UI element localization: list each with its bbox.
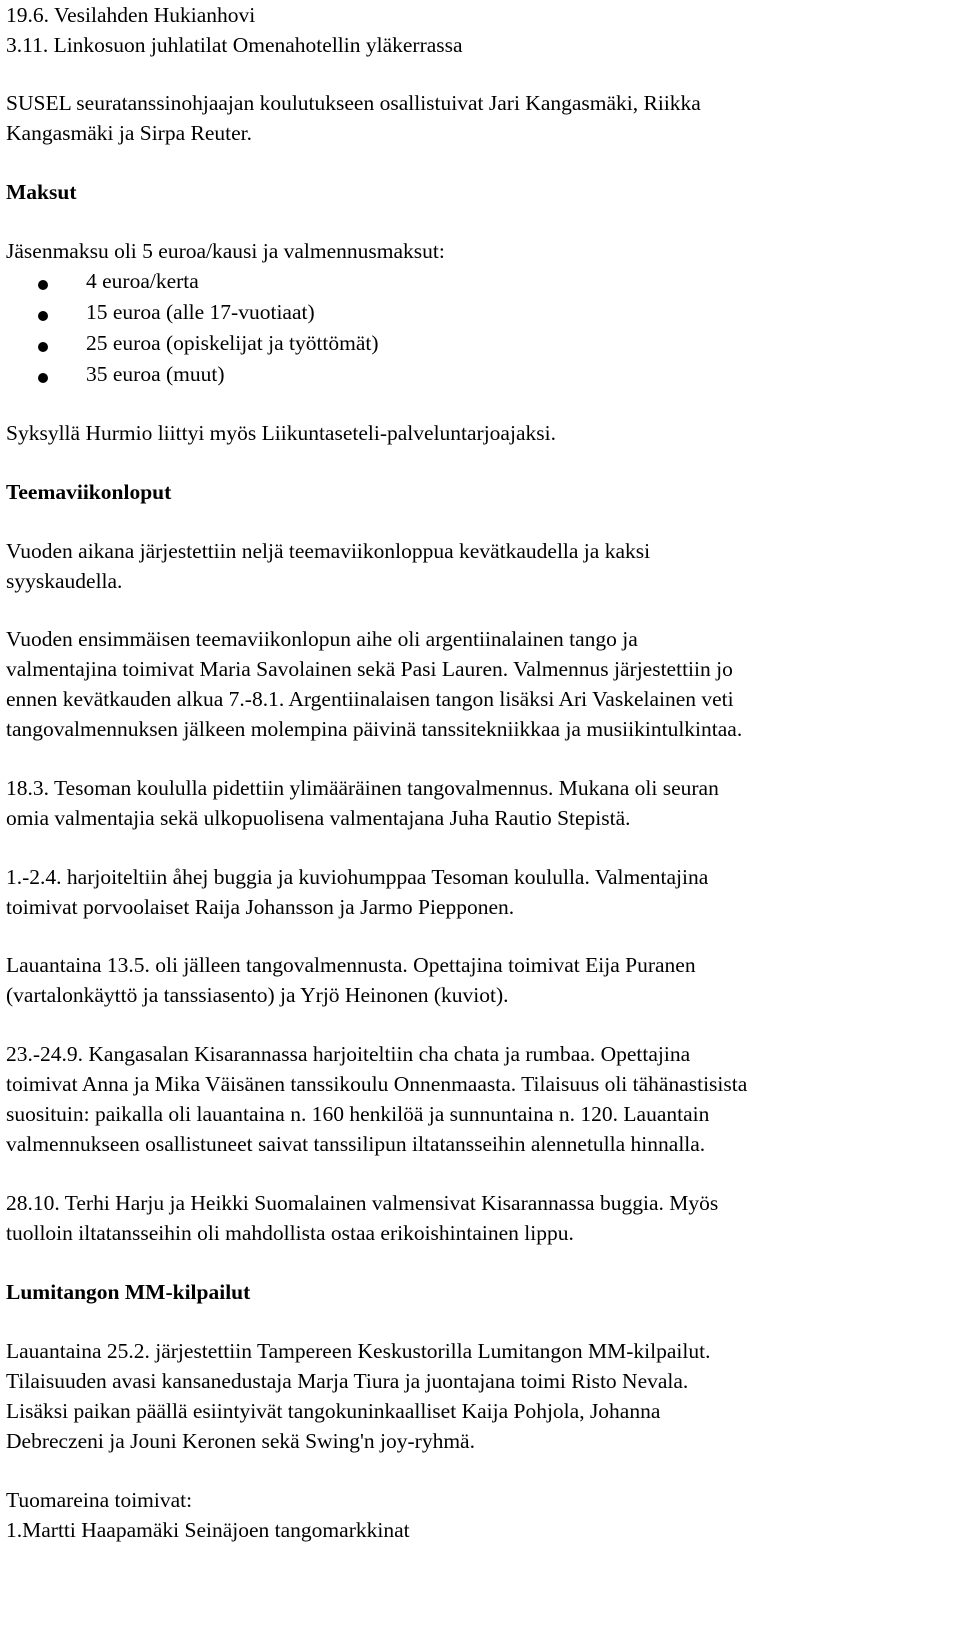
list-item: 4 euroa/kerta xyxy=(86,269,199,293)
paragraph-line: 28.10. Terhi Harju ja Heikki Suomalainen valmensivat Kisarannassa buggia. Myös xyxy=(6,1191,719,1215)
paragraph-line: toimivat porvoolaiset Raija Johansson ja Jarmo Piepponen. xyxy=(6,895,515,919)
fees-note: Syksyllä Hurmio liittyi myös Liikuntaseteli-palveluntarjoajaksi. xyxy=(6,421,556,445)
list-item: 15 euroa (alle 17-vuotiaat) xyxy=(86,300,315,324)
bullet-icon xyxy=(38,373,48,383)
paragraph-line: 18.3. Tesoman koululla pidettiin ylimääräinen tangovalmennus. Mukana oli seuran xyxy=(6,776,719,800)
text-line: Kangasmäki ja Sirpa Reuter. xyxy=(6,121,252,145)
paragraph-line: valmennukseen osallistuneet saivat tanssilipun iltatansseihin alennetulla hinnalla. xyxy=(6,1132,706,1156)
paragraph-line: omia valmentajia sekä ulkopuolisena valmentajana Juha Rautio Stepistä. xyxy=(6,806,631,830)
paragraph-line: 1.-2.4. harjoiteltiin åhej buggia ja kuviohumppaa Tesoman koululla. Valmentajina xyxy=(6,865,709,889)
list-item: 25 euroa (opiskelijat ja työttömät) xyxy=(86,331,379,355)
bullet-icon xyxy=(38,280,48,290)
paragraph-line: tuolloin iltatansseihin oli mahdollista ostaa erikoishintainen lippu. xyxy=(6,1221,574,1245)
paragraph-line: Vuoden ensimmäisen teemaviikonlopun aihe oli argentiinalainen tango ja xyxy=(6,627,638,651)
judge-item: 1.Martti Haapamäki Seinäjoen tangomarkkinat xyxy=(6,1518,410,1542)
paragraph-line: suosituin: paikalla oli lauantaina n. 160 henkilöä ja sunnuntaina n. 120. Lauantain xyxy=(6,1102,710,1126)
paragraph-line: toimivat Anna ja Mika Väisänen tanssikoulu Onnenmaasta. Tilaisuus oli tähänastisista xyxy=(6,1072,748,1096)
paragraph-line: Lauantaina 25.2. järjestettiin Tampereen Keskustorilla Lumitangon MM-kilpailut. xyxy=(6,1339,711,1363)
paragraph-line: Vuoden aikana järjestettiin neljä teemaviikonloppua kevätkaudella ja kaksi xyxy=(6,539,651,563)
judges-label: Tuomareina toimivat: xyxy=(6,1488,193,1512)
paragraph-line: ennen kevätkauden alkua 7.-8.1. Argentiinalaisen tangon lisäksi Ari Vaskelainen veti xyxy=(6,687,734,711)
paragraph-line: (vartalonkäyttö ja tanssiasento) ja Yrjö Heinonen (kuviot). xyxy=(6,983,509,1007)
paragraph-line: syyskaudella. xyxy=(6,569,123,593)
bullet-icon xyxy=(38,311,48,321)
paragraph-line: valmentajina toimivat Maria Savolainen sekä Pasi Lauren. Valmennus järjestettiin jo xyxy=(6,657,733,681)
section-heading-maksut: Maksut xyxy=(6,180,77,204)
text-line: SUSEL seuratanssinohjaajan koulutukseen osallistuivat Jari Kangasmäki, Riikka xyxy=(6,91,701,115)
fees-intro: Jäsenmaksu oli 5 euroa/kausi ja valmennusmaksut: xyxy=(6,239,445,263)
section-heading-teemaviikonloput: Teemaviikonloput xyxy=(6,480,172,504)
paragraph-line: 23.-24.9. Kangasalan Kisarannassa harjoiteltiin cha chata ja rumbaa. Opettajina xyxy=(6,1042,691,1066)
paragraph-line: Debreczeni ja Jouni Keronen sekä Swing'n joy-ryhmä. xyxy=(6,1429,475,1453)
section-heading-lumitango: Lumitangon MM-kilpailut xyxy=(6,1280,251,1304)
paragraph-line: tangovalmennuksen jälkeen molempina päivinä tanssitekniikkaa ja musiikintulkintaa. xyxy=(6,717,743,741)
bullet-icon xyxy=(38,342,48,352)
paragraph-line: Lisäksi paikan päällä esiintyivät tangokuninkaalliset Kaija Pohjola, Johanna xyxy=(6,1399,661,1423)
text-line: 19.6. Vesilahden Hukianhovi xyxy=(6,3,256,27)
list-item: 35 euroa (muut) xyxy=(86,362,225,386)
paragraph-line: Tilaisuuden avasi kansanedustaja Marja Tiura ja juontajana toimi Risto Nevala. xyxy=(6,1369,689,1393)
text-line: 3.11. Linkosuon juhlatilat Omenahotellin yläkerrassa xyxy=(6,33,463,57)
paragraph-line: Lauantaina 13.5. oli jälleen tangovalmennusta. Opettajina toimivat Eija Puranen xyxy=(6,953,696,977)
